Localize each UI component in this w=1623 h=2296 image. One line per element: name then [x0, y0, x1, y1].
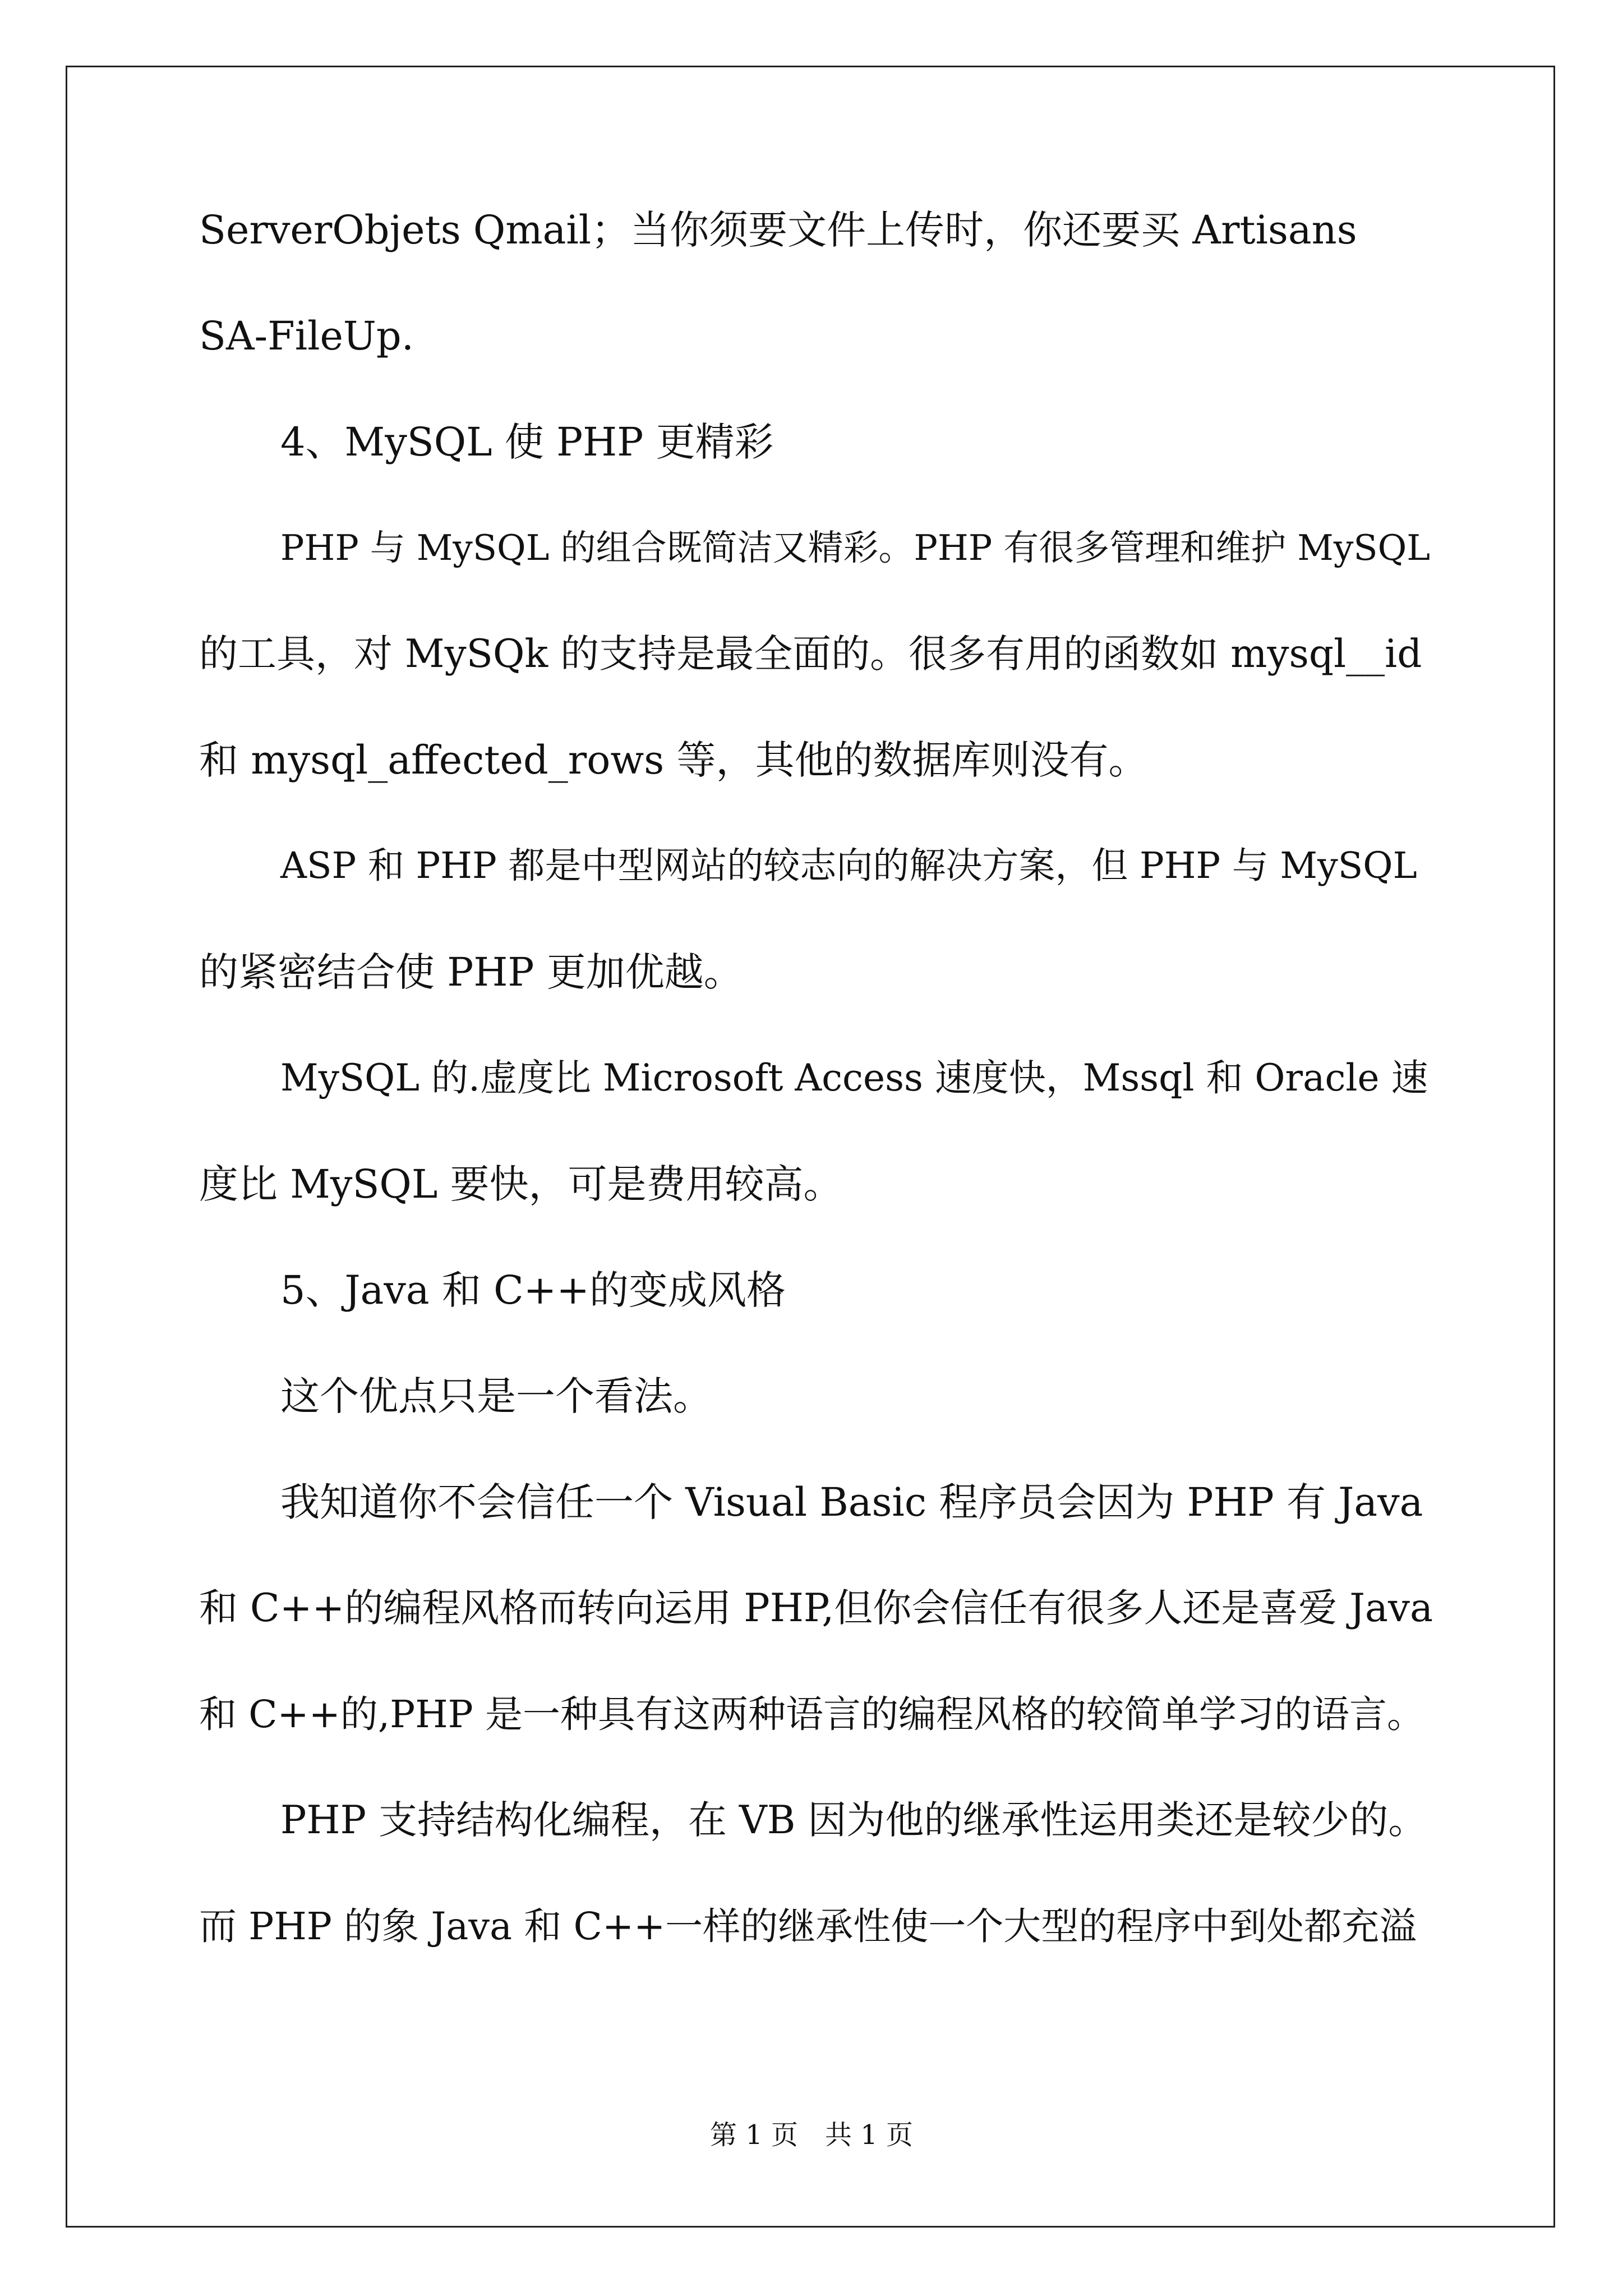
- text-line-14: 和 C++的编程风格而转向运用 PHP,但你会信任有很多人还是喜爱 Java: [199, 1586, 1433, 1631]
- text-line-1: ServerObjets Qmail；当你须要文件上传时，你还要买 Artisans: [199, 207, 1357, 253]
- text-line-4: PHP 与 MySQL 的组合既简洁又精彩。PHP 有很多管理和维护 MySQL: [280, 527, 1431, 568]
- text-line-13: 我知道你不会信任一个 Visual Basic 程序员会因为 PHP 有 Java: [280, 1479, 1423, 1525]
- text-line-8: 的紧密结合使 PHP 更加优越。: [199, 949, 743, 995]
- section-heading-5: 5、Java 和 C++的变成风格: [280, 1267, 786, 1313]
- text-line-15: 和 C++的,PHP 是一种具有这两种语言的编程风格的较简单学习的语言。: [199, 1692, 1425, 1736]
- page-number-footer: 第 1 页 共 1 页: [709, 2119, 914, 2151]
- text-line-9: MySQL 的.虚度比 Microsoft Access 速度快，Mssql 和 Oracle 速: [280, 1056, 1428, 1099]
- section-heading-4: 4、MySQL 使 PHP 更精彩: [280, 419, 774, 465]
- text-line-12: 这个优点只是一个看法。: [280, 1373, 712, 1419]
- text-line-10: 度比 MySQL 要快，可是费用较高。: [199, 1161, 843, 1207]
- text-line-2: SA-FileUp.: [199, 313, 414, 359]
- text-line-6: 和 mysql_affected_rows 等，其他的数据库则没有。: [199, 737, 1148, 783]
- text-line-16: PHP 支持结构化编程，在 VB 因为他的继承性运用类还是较少的。: [280, 1798, 1427, 1843]
- text-line-17: 而 PHP 的象 Java 和 C++一样的继承性使一个大型的程序中到处都充溢: [199, 1904, 1417, 1948]
- text-line-5: 的工具，对 MySQk 的支持是最全面的。很多有用的函数如 mysql__id: [199, 632, 1422, 677]
- text-line-7: ASP 和 PHP 都是中型网站的较志向的解决方案，但 PHP 与 MySQL: [280, 845, 1417, 887]
